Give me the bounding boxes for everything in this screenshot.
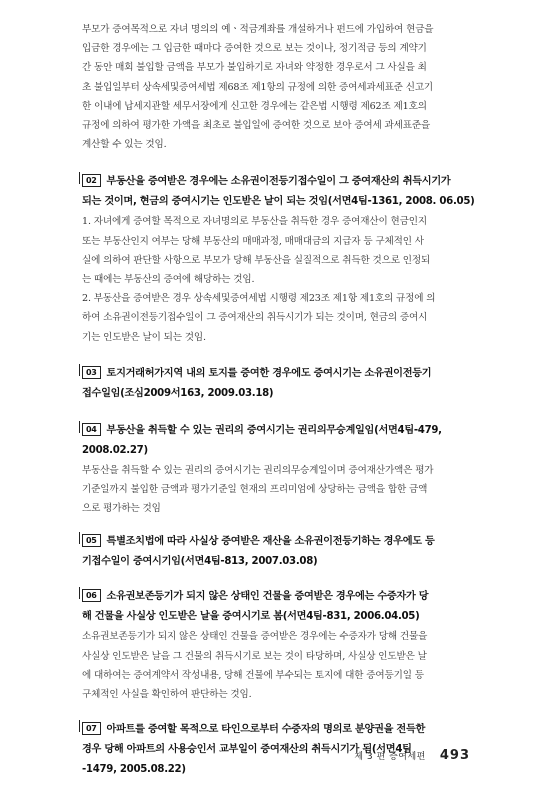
ruling-item-04 bbox=[82, 421, 494, 519]
page-number: 493 bbox=[439, 748, 470, 763]
ruling-heading bbox=[82, 587, 494, 607]
text-line: 는 때에는 부동산의 증여에 해당하는 것임. bbox=[82, 274, 255, 286]
text-line: 실에 의하여 판단할 사항으로 부모가 당해 부동산을 실질적으로 취득한 것으로 인정되 bbox=[82, 254, 431, 266]
text-line: 부모가 증여목적으로 자녀 명의의 예ㆍ적금계좌를 개설하거나 펀드에 가입하여 현금을 bbox=[82, 24, 434, 35]
text-line: 사실상 인도받은 날을 그 건물의 취득시기로 보는 것이 타당하며, 사실상 인도받은 날 bbox=[82, 650, 427, 662]
ruling-heading bbox=[82, 720, 494, 740]
document-page bbox=[82, 20, 494, 780]
text-line: 부동산을 취득할 수 있는 권리의 증여시기는 권리의무승계일이며 증여재산가액은 평가 bbox=[82, 464, 434, 476]
ruling-item-05 bbox=[82, 532, 494, 572]
item-number-badge: 04 bbox=[82, 423, 101, 436]
text-line: 초 불입일부터 상속세및증여세법 제68조 제1항의 규정에 의한 증여세과세표준 신고기 bbox=[82, 81, 434, 93]
heading-line: -1479, 2005.08.22) bbox=[82, 764, 186, 776]
item-number-badge: 02 bbox=[82, 174, 101, 187]
heading-line: 특별조치법에 따라 사실상 증여받은 재산을 소유권이전등기하는 경우에도 등 bbox=[106, 536, 435, 548]
item-number-badge: 05 bbox=[82, 534, 101, 547]
section-label: 제 3 편 증여세편 bbox=[354, 752, 426, 762]
text-line: 기는 인도받은 날이 되는 것임. bbox=[82, 331, 206, 343]
heading-line: 경우 당해 아파트의 사용승인서 교부일이 증여재산의 취득시기가 됨(서면4팀 bbox=[82, 744, 412, 756]
item-number-badge: 06 bbox=[82, 589, 101, 602]
heading-line: 부동산을 취득할 수 있는 권리의 증여시기는 권리의무승계일임(서면4팀-479, bbox=[106, 424, 442, 436]
heading-line: 토지거래허가지역 내의 토지를 증여한 경우에도 증여시기는 소유권이전등기 bbox=[106, 367, 432, 379]
heading-line: 해 건물을 사실상 인도받은 날을 증여시기로 봄(서면4팀-831, 2006.04.05) bbox=[82, 611, 420, 623]
text-line: 계산할 수 있는 것임. bbox=[82, 139, 167, 151]
text-line: 에 대하여는 증여계약서 작성내용, 당해 건물에 부수되는 토지에 대한 증여등기일 등 bbox=[82, 669, 424, 681]
heading-line: 기접수일이 증여시기임(서면4팀-813, 2007.03.08) bbox=[82, 556, 318, 568]
ruling-item-03 bbox=[82, 364, 494, 404]
ruling-heading bbox=[82, 421, 494, 441]
heading-line: 접수일임(조심2009서163, 2009.03.18) bbox=[82, 387, 274, 399]
heading-line: 소유권보존등기가 되지 않은 상태인 건물을 증여받은 경우에는 수증자가 당 bbox=[106, 591, 429, 603]
text-line: 또는 부동산인지 여부는 당해 부동산의 매매과정, 매매대금의 지급자 등 구체적인 사 bbox=[82, 235, 424, 247]
heading-line: 2008.02.27) bbox=[82, 444, 148, 456]
text-line: 1. 자녀에게 증여할 목적으로 자녀명의로 부동산을 취득한 경우 증여재산이 현금인지 bbox=[82, 216, 427, 228]
text-line: 으로 평가하는 것임 bbox=[82, 503, 161, 515]
ruling-item-02 bbox=[82, 172, 494, 346]
item-number-badge: 03 bbox=[82, 366, 101, 379]
text-line: 한 이내에 납세지관할 세무서장에게 신고한 경우에는 같은법 시행령 제62조 제1호의 bbox=[82, 100, 427, 112]
item-number-badge: 07 bbox=[82, 722, 101, 735]
heading-line: 부동산을 증여받은 경우에는 소유권이전등기접수일이 그 증여재산의 취득시기가 bbox=[106, 176, 451, 188]
text-line: 소유권보존등기가 되지 않은 상태인 건물을 증여받은 경우에는 수증자가 당해 건물을 bbox=[82, 631, 428, 643]
text-line: 간 동안 매회 불입할 금액을 부모가 불입하기로 자녀와 약정한 경우로서 그 사실을 최 bbox=[82, 62, 427, 74]
text-line: 입금한 경우에는 그 입금한 때마다 증여한 것으로 보는 것이나, 정기적금 등의 계약기 bbox=[82, 43, 427, 55]
text-line: 규정에 의하여 평가한 가액을 최초로 불입일에 증여한 것으로 보아 증여세 과세표준을 bbox=[82, 120, 431, 132]
text-line: 기준일까지 불입한 금액과 평가기준일 현재의 프리미엄에 상당하는 금액을 합한 금액 bbox=[82, 484, 428, 496]
ruling-heading bbox=[82, 172, 494, 192]
page-footer bbox=[354, 744, 470, 763]
text-line: 2. 부동산을 증여받은 경우 상속세및증여세법 시행령 제23조 제1항 제1호의 규정에 의 bbox=[82, 293, 436, 305]
text-line: 하여 소유권이전등기접수일이 그 증여재산의 취득시기가 되는 것이며, 현금의 증여시 bbox=[82, 312, 428, 324]
ruling-item-06 bbox=[82, 587, 494, 704]
ruling-heading bbox=[82, 532, 494, 552]
heading-line: 아파트를 증여할 목적으로 타인으로부터 수증자의 명의로 분양권을 전득한 bbox=[106, 724, 426, 736]
heading-line: 되는 것이며, 현금의 증여시기는 인도받은 날이 되는 것임(서면4팀-1361, 2008. 06.05) bbox=[82, 196, 475, 208]
ruling-heading bbox=[82, 364, 494, 384]
text-line: 구체적인 사실을 확인하여 판단하는 것임. bbox=[82, 689, 252, 701]
intro-paragraph bbox=[82, 20, 494, 154]
